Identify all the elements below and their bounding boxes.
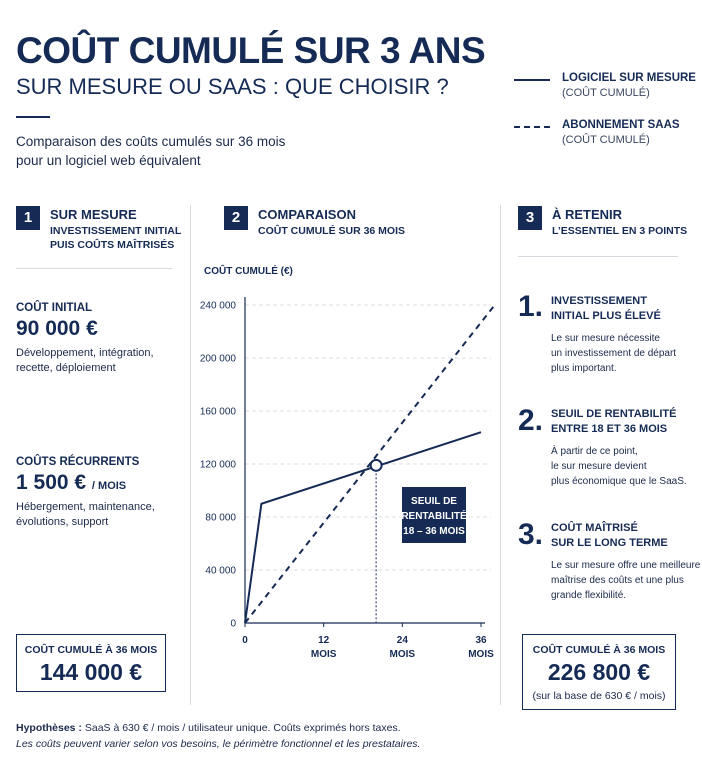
y-tick-label: 120 000 <box>199 459 236 471</box>
custom-total-box <box>16 634 166 692</box>
point-3-title <box>551 521 668 551</box>
footer-hyp-label: Hypothèses : <box>16 722 82 734</box>
initial-cost-desc <box>16 346 154 376</box>
column-divider-1 <box>190 205 191 705</box>
initial-cost-label: COÛT INITIAL <box>16 302 93 314</box>
point-1-desc <box>551 331 676 376</box>
point-2-number: 2. <box>518 404 544 437</box>
legend-dashed-label: ABONNEMENT SAAS <box>562 119 680 131</box>
section-2-title: COMPARAISON <box>258 207 356 222</box>
y-axis-title: COÛT CUMULÉ (€) <box>204 266 293 277</box>
section-1-number: 1 <box>16 206 40 230</box>
y-tick-label: 160 000 <box>199 406 236 418</box>
intro-line-2: pour un logiciel web équivalent <box>16 153 201 168</box>
point-1-desc-line-3: plus important. <box>551 363 617 374</box>
section-2-subtitle: COÛT CUMULÉ SUR 36 MOIS <box>258 225 406 237</box>
custom-total-value: 144 000 € <box>39 659 143 685</box>
title-underline <box>16 116 50 118</box>
y-tick-label: 0 <box>230 618 236 630</box>
point-3-desc <box>551 558 700 603</box>
x-tick-label: 12 <box>318 635 330 646</box>
point-1-number: 1. <box>518 290 544 323</box>
breakeven-label: 18 – 36 MOIS <box>403 526 465 537</box>
recurring-cost-desc <box>16 500 155 530</box>
point-1-desc-line-1: Le sur mesure nécessite <box>551 333 660 344</box>
x-tick-unit: MOIS <box>389 649 416 660</box>
page-subtitle: SUR MESURE OU SAAS : QUE CHOISIR ? <box>16 74 449 99</box>
footer-note: Les coûts peuvent varier selon vos besoins, le périmètre fonctionnel et les prestataires. <box>16 738 421 750</box>
legend-solid-label: LOGICIEL SUR MESURE <box>562 72 696 84</box>
saas-total-value: 226 800 € <box>547 659 651 685</box>
section-3-title: À RETENIR <box>552 207 623 222</box>
breakeven-label: RENTABILITÉ <box>401 511 467 522</box>
recurring-cost-desc-line-2: évolutions, support <box>16 516 109 528</box>
breakeven-layer <box>371 460 382 623</box>
y-tick-label: 240 000 <box>199 300 236 312</box>
column-divider-2 <box>500 205 501 705</box>
point-2-title-line-2: ENTRE 18 ET 36 MOIS <box>551 423 668 435</box>
y-tick-label: 200 000 <box>199 353 236 365</box>
point-2-desc-line-1: À partir de ce point, <box>551 446 638 457</box>
point-3-title-line-2: SUR LE LONG TERME <box>551 537 668 549</box>
point-2-title <box>551 407 677 437</box>
point-2-desc-line-2: le sur mesure devient <box>551 461 647 472</box>
page-title: COÛT CUMULÉ SUR 3 ANS <box>16 30 486 71</box>
footer-hypotheses <box>16 722 401 734</box>
section-3-number: 3 <box>518 206 542 230</box>
saas-total-note: (sur la base de 630 € / mois) <box>532 690 666 702</box>
point-3-desc-line-2: maîtrise des coûts et une plus <box>551 575 684 586</box>
section-1-title: SUR MESURE <box>50 207 137 222</box>
x-tick-unit: MOIS <box>310 649 337 660</box>
y-tick-labels <box>200 301 237 630</box>
section-3-subtitle: L’ESSENTIEL EN 3 POINTS <box>552 225 688 237</box>
legend-solid-sub: (COÛT CUMULÉ) <box>562 87 650 99</box>
x-tick-label: 24 <box>396 635 408 646</box>
section-3-divider <box>518 256 678 257</box>
section-1-divider <box>16 268 172 269</box>
point-3-desc-line-3: grande flexibilité. <box>551 590 627 601</box>
cost-chart <box>192 258 498 668</box>
section-1-subtitle-line-2: PUIS COÛTS MAÎTRISÉS <box>50 239 175 251</box>
point-1-title <box>551 294 661 324</box>
legend-dashed-swatch <box>514 126 550 128</box>
x-tick-label: 0 <box>242 635 248 646</box>
recurring-cost-value-wrap <box>16 471 126 495</box>
y-tick-label: 80 000 <box>205 512 236 524</box>
recurring-cost-unit: / MOIS <box>91 480 127 492</box>
recurring-cost-label: COÛTS RÉCURRENTS <box>16 456 140 468</box>
saas-total-box <box>522 634 676 710</box>
point-3-title-line-1: COÛT MAÎTRISÉ <box>551 522 638 534</box>
y-tick-label: 40 000 <box>205 565 236 577</box>
point-2-desc-line-3: plus économique que le SaaS. <box>551 476 687 487</box>
point-3-number: 3. <box>518 518 544 551</box>
legend-dashed-sub: (COÛT CUMULÉ) <box>562 134 650 146</box>
intro-line-1: Comparaison des coûts cumulés sur 36 mois <box>16 134 286 149</box>
breakeven-annotation <box>401 487 467 543</box>
initial-cost-value: 90 000 € <box>16 317 98 340</box>
point-1-desc-line-2: un investissement de départ <box>551 348 677 359</box>
section-1-subtitle <box>50 224 181 252</box>
recurring-cost-value: 1 500 € <box>16 471 87 494</box>
point-1-title-line-2: INITIAL PLUS ÉLEVÉ <box>551 310 661 322</box>
point-2-title-line-1: SEUIL DE RENTABILITÉ <box>551 408 677 420</box>
point-1-title-line-1: INVESTISSEMENT <box>551 295 647 307</box>
recurring-cost-desc-line-1: Hébergement, maintenance, <box>16 501 155 513</box>
point-2-desc <box>551 444 687 489</box>
legend-solid-swatch <box>514 79 550 81</box>
x-tick-unit: MOIS <box>468 649 494 660</box>
custom-total-label: COÛT CUMULÉ À 36 MOIS <box>24 644 158 656</box>
breakeven-marker <box>371 460 382 471</box>
initial-cost-desc-line-2: recette, déploiement <box>16 362 116 374</box>
breakeven-label: SEUIL DE <box>411 496 457 507</box>
saas-total-label: COÛT CUMULÉ À 36 MOIS <box>532 644 666 656</box>
footer-hyp-text: SaaS à 630 € / mois / utilisateur unique. Coûts exprimés hors taxes. <box>81 722 401 734</box>
point-3-desc-line-1: Le sur mesure offre une meilleure <box>551 560 701 571</box>
x-tick-labels <box>242 635 494 660</box>
section-2-number: 2 <box>224 206 248 230</box>
x-tick-label: 36 <box>475 635 487 646</box>
initial-cost-desc-line-1: Développement, intégration, <box>16 347 154 359</box>
section-1-subtitle-line-1: INVESTISSEMENT INITIAL <box>50 225 182 237</box>
intro-text <box>16 132 336 170</box>
